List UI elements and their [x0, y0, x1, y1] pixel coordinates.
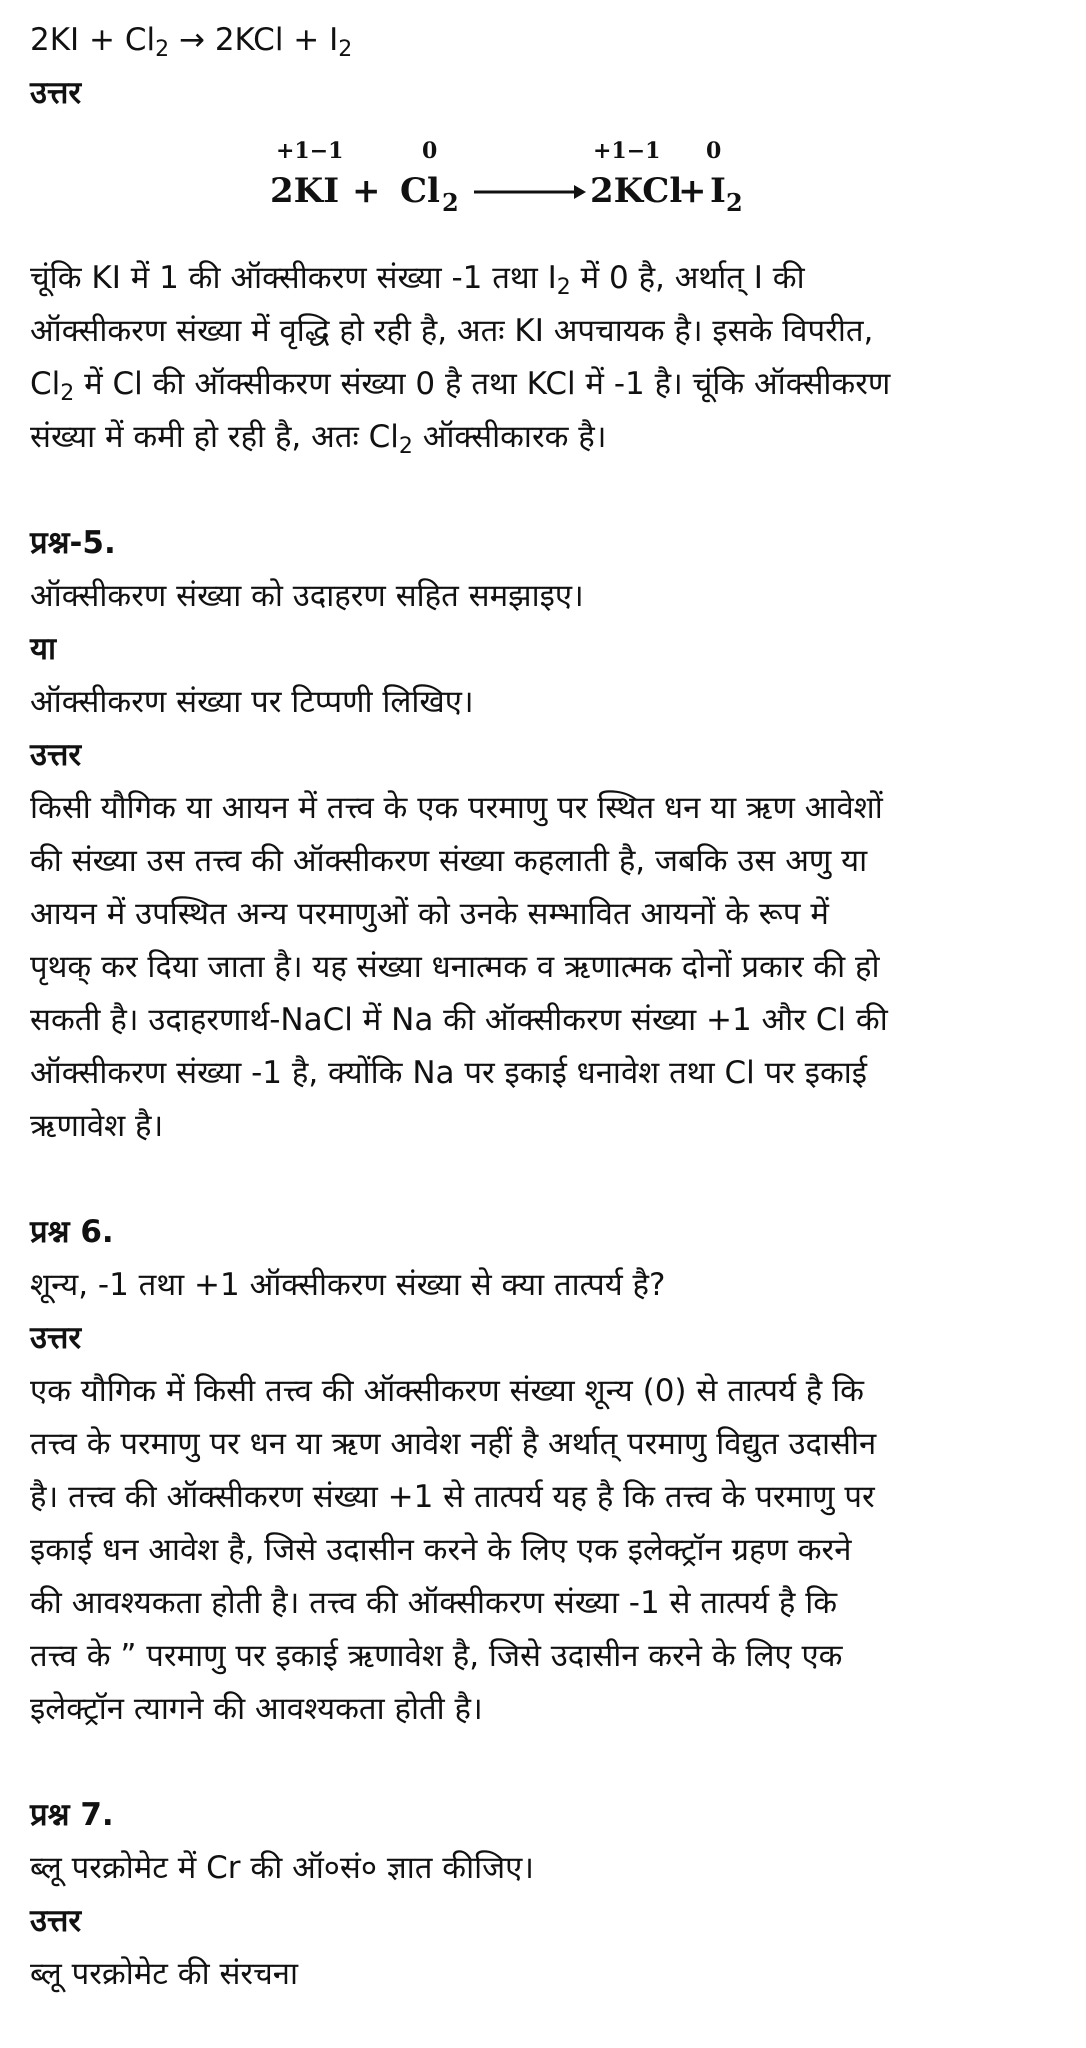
q5-answer-line: ऋणावेश है। — [30, 1108, 164, 1144]
product-i: I — [710, 171, 726, 211]
product-kcl: 2KCl — [590, 171, 683, 211]
q5-answer-line: की संख्या उस तत्त्व की ऑक्सीकरण संख्या कहलाती है, जबकि उस अणु या — [30, 843, 868, 879]
q5-heading: प्रश्न-5. — [30, 525, 116, 561]
q5-answer-line: सकती है। उदाहरणार्थ-NaCl में Na की ऑक्सीकरण संख्या +1 और Cl की — [30, 1002, 888, 1038]
q6-answer-label: उत्तर — [30, 1320, 82, 1356]
document-page — [30, 14, 1060, 2001]
q6-heading: प्रश्न 6. — [30, 1214, 114, 1250]
answer-label: उत्तर — [30, 75, 82, 111]
q7-answer-label: उत्तर — [30, 1903, 82, 1939]
q7-answer-first-line: ब्लू परक्रोमेट की संरचना — [30, 1956, 299, 1992]
plus-sign-2: + — [678, 171, 707, 211]
q5-alt-question: ऑक्सीकरण संख्या पर टिप्पणी लिखिए। — [30, 684, 474, 720]
q6-answer-line: तत्त्व के ” परमाणु पर इकाई ऋणावेश है, जिसे उदासीन करने के लिए एक — [30, 1638, 843, 1674]
spacer — [30, 1153, 1060, 1206]
equation-svg — [30, 122, 1060, 232]
ox-ki: +1−1 — [276, 138, 344, 164]
answer4-line-4: संख्या में कमी हो रही है, अतः $Cl_2$ ऑक्सीकारक है। — [30, 419, 607, 459]
q5-answer-line: किसी यौगिक या आयन में तत्त्व के एक परमाणु पर स्थित धन या ऋण आवेशों — [30, 790, 883, 826]
plus-sign-1: + — [352, 171, 381, 211]
q5-answer-line: पृथक् कर दिया जाता है। यह संख्या धनात्मक व ऋणात्मक दोनों प्रकार की हो — [30, 949, 880, 985]
q6-answer-line: है। तत्त्व की ऑक्सीकरण संख्या +1 से तात्पर्य यह है कि तत्त्व के परमाणु पर — [30, 1479, 875, 1515]
oxidation-state-equation-figure — [30, 122, 1060, 232]
q6-answer-line: इकाई धन आवेश है, जिसे उदासीन करने के लिए एक इलेक्ट्रॉन ग्रहण करने — [30, 1532, 852, 1568]
reactant-cl-subscript: 2 — [442, 188, 459, 217]
q5-answer-line: आयन में उपस्थित अन्य परमाणुओं को उनके सम्भावित आयनों के रूप में — [30, 896, 829, 932]
q6-question: शून्य, -1 तथा +1 ऑक्सीकरण संख्या से क्या तात्पर्य है? — [30, 1267, 666, 1303]
q6-answer-line: इलेक्ट्रॉन त्यागने की आवश्यकता होती है। — [30, 1691, 483, 1727]
q7-heading: प्रश्न 7. — [30, 1797, 114, 1833]
q5-question: ऑक्सीकरण संख्या को उदाहरण सहित समझाइए। — [30, 578, 584, 614]
reaction-arrow-head — [574, 185, 586, 199]
product-i-subscript: 2 — [726, 188, 743, 217]
question-5-section — [30, 517, 1060, 1153]
intro-equation: $2KI + Cl_2 \to 2KCl + I_2$ — [30, 22, 353, 62]
q6-answer-line: तत्त्व के परमाणु पर धन या ऋण आवेश नहीं है अर्थात् परमाणु विद्युत उदासीन — [30, 1426, 877, 1462]
question-6-section — [30, 1206, 1060, 1736]
q5-answer-label: उत्तर — [30, 737, 82, 773]
ox-cl2: 0 — [422, 138, 438, 164]
q5-answer-line: ऑक्सीकरण संख्या -1 है, क्योंकि Na पर इकाई धनावेश तथा Cl पर इकाई — [30, 1055, 868, 1091]
spacer — [30, 464, 1060, 517]
q6-answer-line: की आवश्यकता होती है। तत्त्व की ऑक्सीकरण संख्या -1 से तात्पर्य है कि — [30, 1585, 838, 1621]
q5-or-label: या — [30, 631, 57, 667]
reactant-cl: Cl — [400, 171, 440, 211]
answer4-line-1: चूंकि KI में 1 की ऑक्सीकरण संख्या -1 तथा $I_2$ में 0 है, अर्थात् I की — [30, 260, 805, 300]
answer4-line-2: ऑक्सीकरण संख्या में वृद्धि हो रही है, अतः KI अपचायक है। इसके विपरीत, — [30, 313, 874, 349]
reactant-ki: 2KI — [270, 171, 340, 211]
ox-i2: 0 — [706, 138, 722, 164]
answer4-line-3: $Cl_2$ में Cl की ऑक्सीकरण संख्या 0 है तथा KCl में -1 है। चूंकि ऑक्सीकरण — [30, 366, 891, 406]
ox-kcl: +1−1 — [593, 138, 661, 164]
q7-question: ब्लू परक्रोमेट में Cr की ऑ०सं० ज्ञात कीजिए। — [30, 1850, 535, 1886]
question-7-section — [30, 1789, 1060, 2001]
answer4-paragraph — [30, 252, 1060, 464]
q6-answer-line: एक यौगिक में किसी तत्त्व की ऑक्सीकरण संख्या शून्य (0) से तात्पर्य है कि — [30, 1373, 864, 1409]
spacer — [30, 1736, 1060, 1789]
